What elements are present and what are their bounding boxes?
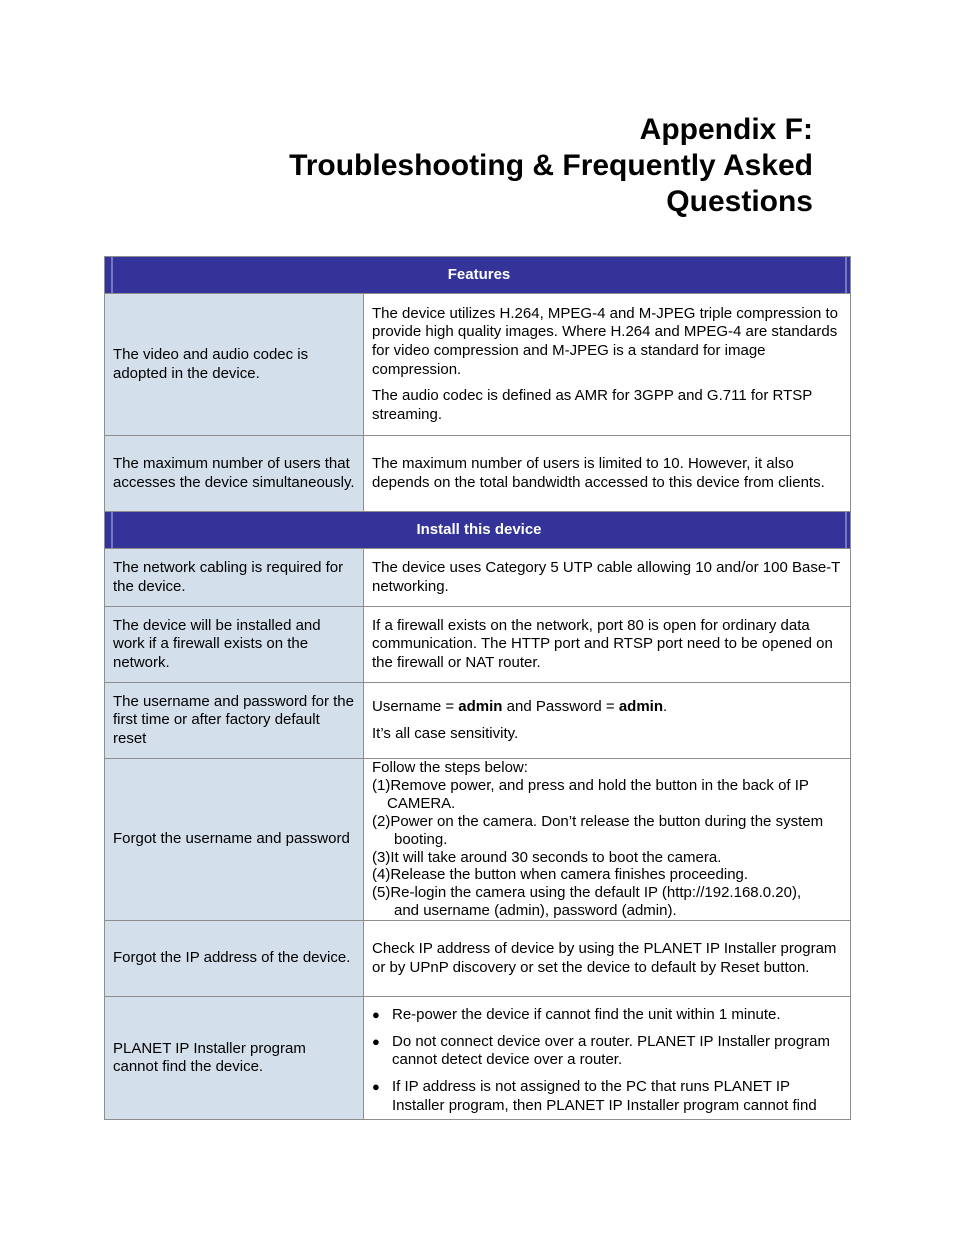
section-label: Features [447,266,511,283]
table-row [105,549,851,607]
answer-paragraph: The audio codec is defined as AMR for 3GPP and G.711 for RTSP streaming. [372,387,812,423]
password-label: and Password = [502,697,619,715]
list-item [372,1078,842,1115]
bullet-icon: ● [372,1033,380,1049]
question-cell: Forgot the IP address of the device. [105,921,364,997]
section-row-features [105,257,851,294]
answer-cell: The device uses Category 5 UTP cable allowing 10 and/or 100 Base-T networking. [364,549,851,607]
bullet-icon: ● [372,1007,380,1023]
question-cell: Forgot the username and password [105,759,364,921]
question-cell: The username and password for the first time or after factory default reset [105,683,364,759]
table-row [105,759,851,921]
section-header-features [105,257,851,294]
list-item [372,1006,842,1025]
bullet-text: If IP address is not assigned to the PC that runs PLANET IP Installer program, then PLANET IP Installer program cannot find [392,1077,817,1114]
default-password: admin [618,697,663,715]
answer-cell [364,683,851,759]
answer-paragraph [372,698,842,717]
answer-cell: The maximum number of users is limited to 10. However, it also depends on the total bandwidth accessed to this device from clients. [364,436,851,512]
step-item: (4)Release the button when camera finishes proceeding. [372,866,749,884]
question-cell: The maximum number of users that accesses the device simultaneously. [105,436,364,512]
answer-cell [364,759,851,921]
title-line-3: Questions [666,185,813,218]
question-cell: PLANET IP Installer program cannot find the device. [105,997,364,1120]
step-item: (3)It will take around 30 seconds to boot the camera. [372,848,722,866]
page-title [289,112,813,220]
step-item: (5)Re-login the camera using the default IP (http://192.168.0.20), [372,884,802,902]
period: . [663,697,668,715]
question-cell: The video and audio codec is adopted in the device. [105,294,364,436]
answer-cell [364,997,851,1120]
answer-cell: Check IP address of device by using the PLANET IP Installer program or by UPnP discovery or set the device to default by Reset button. [364,921,851,997]
steps-intro: Follow the steps below: [372,759,528,776]
section-label: Install this device [416,521,542,538]
answer-cell: If a firewall exists on the network, port 80 is open for ordinary data communication. The HTTP port and RTSP port need to be opened on the firewall or NAT router. [364,607,851,683]
table-row [105,683,851,759]
table-row [105,997,851,1120]
username-label: Username = [372,697,459,715]
step-item: (2)Power on the camera. Don’t release the button during the system [372,812,824,830]
faq-table [104,256,851,1120]
table-row [105,294,851,436]
answer-cell [364,294,851,436]
table-row [105,436,851,512]
answer-paragraph: The device utilizes H.264, MPEG-4 and M-JPEG triple compression to provide high quality images. Where H.264 and MPEG-4 are standards for video compression and M-JPEG is a standard for image compression. [372,304,839,378]
title-line-1: Appendix F: [639,113,813,146]
step-item-cont: and username (admin), password (admin). [394,902,677,920]
bullet-list [372,1006,842,1115]
table-row [105,607,851,683]
step-item: (1)Remove power, and press and hold the button in the back of IP [372,776,809,794]
step-item-cont: booting. [394,830,448,848]
question-cell: The network cabling is required for the device. [105,549,364,607]
section-header-install [105,512,851,549]
answer-paragraph: It’s all case sensitivity. [372,724,519,742]
title-line-2: Troubleshooting & Frequently Asked [289,149,813,182]
question-cell: The device will be installed and work if a firewall exists on the network. [105,607,364,683]
default-username: admin [458,697,503,715]
step-item-cont: CAMERA. [387,794,456,812]
bullet-text: Re-power the device if cannot find the unit within 1 minute. [392,1006,781,1024]
table-row [105,921,851,997]
list-item [372,1033,842,1070]
section-row-install [105,512,851,549]
bullet-icon: ● [372,1078,380,1094]
bullet-text: Do not connect device over a router. PLANET IP Installer program cannot detect device over a router. [392,1032,831,1069]
